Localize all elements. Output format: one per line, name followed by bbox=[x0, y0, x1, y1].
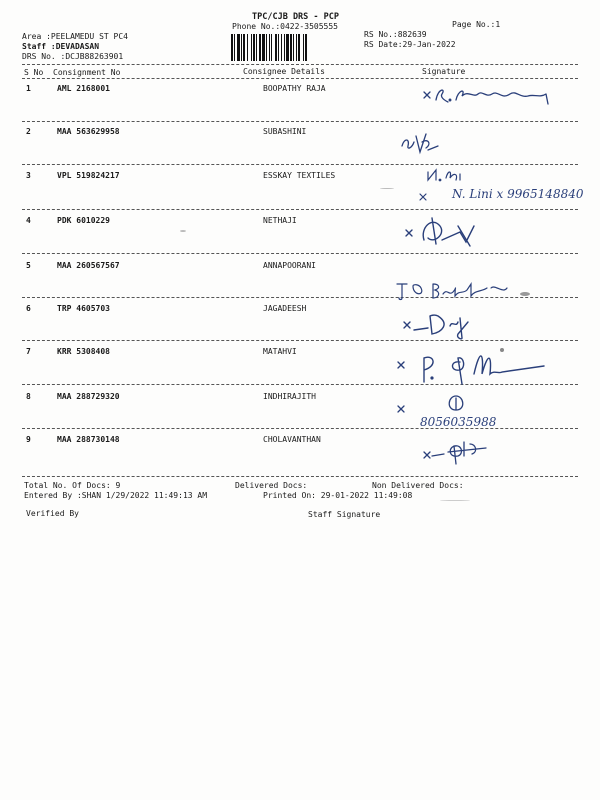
row-consignee: BOOPATHY RAJA bbox=[263, 84, 326, 93]
signature-row-8 bbox=[394, 392, 544, 432]
row-consignment: KRR 5308408 bbox=[57, 347, 110, 356]
header-rule-top bbox=[22, 64, 578, 65]
drs-number: DRS No. :DCJB88263901 bbox=[22, 52, 124, 61]
signature-row-1 bbox=[420, 84, 560, 108]
header-rule-bottom bbox=[22, 78, 578, 79]
column-header-consignee: Consignee Details bbox=[243, 67, 325, 76]
row-consignee: ANNAPOORANI bbox=[263, 261, 316, 270]
delivered-docs: Delivered Docs: bbox=[235, 481, 308, 490]
row-consignee: CHOLAVANTHAN bbox=[263, 435, 321, 444]
row-divider bbox=[22, 340, 578, 341]
row-consignee: INDHIRAJITH bbox=[263, 392, 316, 401]
table-row bbox=[0, 435, 600, 479]
area-label: Area :PEELAMEDU ST PC4 bbox=[22, 32, 128, 41]
rs-date: RS Date:29-Jan-2022 bbox=[364, 40, 456, 49]
row-consignee: MATAHVI bbox=[263, 347, 297, 356]
verified-by: Verified By bbox=[26, 509, 79, 518]
scan-speck bbox=[440, 500, 470, 501]
row-divider bbox=[22, 164, 578, 165]
scan-speck bbox=[520, 292, 530, 296]
page-number: Page No.:1 bbox=[452, 20, 501, 29]
staff-signature: Staff Signature bbox=[308, 510, 381, 519]
signature-row-5 bbox=[395, 280, 535, 304]
staff-label: Staff :DEVADASAN bbox=[22, 42, 100, 51]
table-row bbox=[0, 304, 600, 348]
row-sno: 7 bbox=[26, 347, 31, 356]
signature-row-9 bbox=[420, 436, 500, 466]
signature-row-4 bbox=[402, 212, 492, 252]
document-title: TPC/CJB DRS - PCP bbox=[252, 12, 339, 22]
row-sno: 8 bbox=[26, 392, 31, 401]
row-consignment: VPL 519824217 bbox=[57, 171, 120, 180]
entered-by: Entered By :SHAN 1/29/2022 11:49:13 AM bbox=[24, 491, 208, 500]
signature-row-6 bbox=[402, 310, 492, 340]
row-sno: 2 bbox=[26, 127, 31, 136]
row-consignment: MAA 260567567 bbox=[57, 261, 120, 270]
row-consignee: NETHAJI bbox=[263, 216, 297, 225]
printed-on: Printed On: 29-01-2022 11:49:08 bbox=[263, 491, 413, 500]
column-header-consignment: Consignment No bbox=[53, 68, 121, 77]
row-consignee: ESSKAY TEXTILES bbox=[263, 171, 336, 180]
row-consignment: MAA 563629958 bbox=[57, 127, 120, 136]
row-consignment: MAA 288729320 bbox=[57, 392, 120, 401]
scan-speck bbox=[180, 230, 186, 232]
barcode-bar bbox=[307, 34, 308, 61]
signature-phone-row-8: 8056035988 bbox=[420, 415, 497, 429]
row-consignment: PDK 6010229 bbox=[57, 216, 110, 225]
total-docs: Total No. Of Docs: 9 bbox=[24, 481, 121, 490]
row-sno: 5 bbox=[26, 261, 31, 270]
signature-row-2 bbox=[398, 128, 448, 156]
column-header-signature: Signature bbox=[422, 67, 466, 76]
signature-row-7 bbox=[394, 344, 554, 386]
row-sno: 1 bbox=[26, 84, 31, 93]
row-consignee: JAGADEESH bbox=[263, 304, 307, 313]
barcode bbox=[231, 34, 353, 61]
row-consignment: AML 2168001 bbox=[57, 84, 110, 93]
rs-number: RS No.:882639 bbox=[364, 30, 427, 39]
column-header-sno: S No bbox=[24, 68, 44, 77]
non-delivered-docs: Non Delivered Docs: bbox=[372, 481, 464, 490]
row-sno: 3 bbox=[26, 171, 31, 180]
row-consignee: SUBASHINI bbox=[263, 127, 307, 136]
scan-speck bbox=[380, 188, 394, 189]
table-bottom-rule bbox=[22, 476, 578, 477]
scan-speck bbox=[500, 348, 504, 352]
row-divider bbox=[22, 253, 578, 254]
row-divider bbox=[22, 209, 578, 210]
row-sno: 4 bbox=[26, 216, 31, 225]
row-sno: 9 bbox=[26, 435, 31, 444]
row-consignment: TRP 4605703 bbox=[57, 304, 110, 313]
row-consignment: MAA 288730148 bbox=[57, 435, 120, 444]
row-divider bbox=[22, 121, 578, 122]
signature-phone-row-3: N. Lini x 9965148840 bbox=[452, 187, 584, 201]
signature-row-3 bbox=[410, 166, 584, 206]
row-sno: 6 bbox=[26, 304, 31, 313]
phone-number: Phone No.:0422-3505555 bbox=[232, 22, 338, 31]
